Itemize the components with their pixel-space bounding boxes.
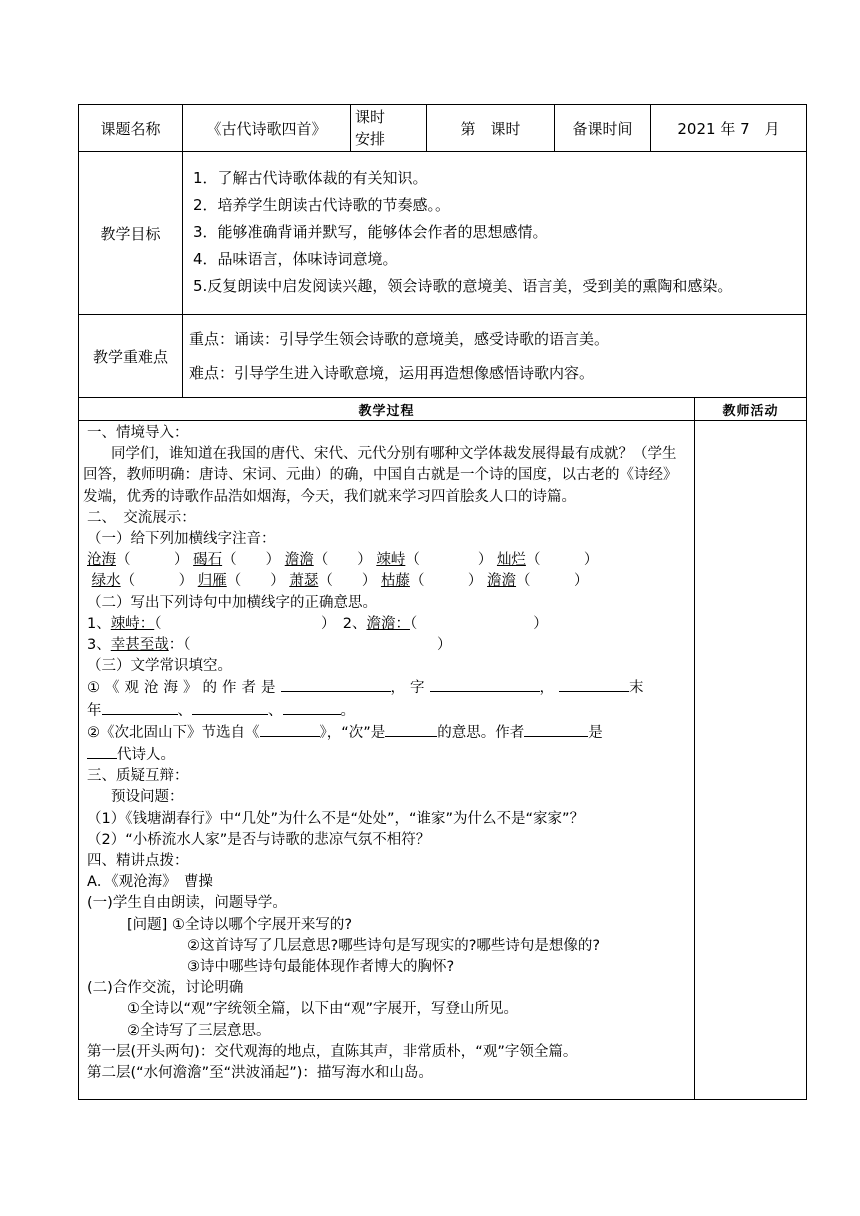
section-title: 四、精讲点拨： bbox=[87, 853, 189, 870]
fill-blank bbox=[102, 700, 178, 715]
item-num: 3、 bbox=[87, 637, 111, 654]
intro-paragraph: 同学们，谁知道在我国的唐代、宋代、元代分别有哪种文学体裁发展得最有成就？（学生回答，教师明确：唐诗、宋词、元曲）的确，中国自古就是一个诗的国度，以古老的《诗经》发端，优秀的诗歌作品浩如烟海，今天，我们就来学习四首脍炙人口的诗篇。 bbox=[83, 446, 678, 505]
answer-line: ②全诗写了三层意思。 bbox=[127, 1022, 271, 1039]
fill-text: 。 bbox=[340, 702, 355, 719]
teacher-activity-header: 教师活动 bbox=[695, 398, 807, 421]
fill-blank bbox=[281, 677, 391, 692]
goal-item: 3．能够准确背诵并默写，能够体会作者的思想感情。 bbox=[193, 222, 548, 241]
goals-list bbox=[183, 152, 807, 315]
topic-value: 《古代诗歌四首》 bbox=[183, 105, 351, 152]
answer-line: ①全诗以“观”字统领全篇，以下由“观”字展开，写登山所见。 bbox=[127, 1001, 519, 1018]
step-title: (二)合作交流，讨论明确 bbox=[87, 980, 244, 997]
word: 枯藤 bbox=[380, 573, 410, 590]
fill-blank bbox=[260, 722, 320, 737]
schedule-label bbox=[351, 105, 427, 152]
question-title: （一）给下列加横线字注音： bbox=[87, 531, 276, 548]
fill-text: 、 bbox=[177, 702, 192, 719]
fill-blank bbox=[283, 700, 341, 715]
goal-item: 1．了解古代诗歌体裁的有关知识。 bbox=[193, 168, 428, 187]
fill-text: 年 bbox=[87, 702, 102, 719]
meaning-row-1: 1、竦峙：（ ） 2、澹澹：（ ） bbox=[87, 615, 548, 632]
question-title: （三）文学常识填空。 bbox=[87, 658, 232, 675]
section-title: 三、质疑互辩： bbox=[87, 768, 189, 785]
fill-text: ②《次北固山下》节选自《 bbox=[87, 724, 260, 741]
word: 幸甚至哉 bbox=[110, 637, 169, 654]
layer-line: 第二层(“水何澹澹”至“洪波涌起”)：描写海水和山岛。 bbox=[87, 1065, 433, 1082]
goals-row bbox=[79, 152, 807, 315]
fill-blank bbox=[430, 677, 540, 692]
discussion-question: （1）《钱塘湖春行》中“几处”为什么不是“处处”，“谁家”为什么不是“家家”？ bbox=[87, 810, 585, 827]
word: 归雁 bbox=[197, 573, 227, 590]
topic-label: 课题名称 bbox=[79, 105, 183, 152]
meaning-row-2: 3、幸甚至哉：（ ） bbox=[87, 637, 452, 654]
word: 沧海 bbox=[87, 552, 116, 569]
teacher-activity-cell bbox=[695, 421, 807, 1100]
difficulty-label: 教学重难点 bbox=[79, 315, 183, 398]
goal-item: 2．培养学生朗读古代诗歌的节奏感。。 bbox=[193, 195, 451, 214]
guide-question: [问题] ①全诗以哪个字展开来写的? bbox=[127, 916, 353, 933]
word: 碣石 bbox=[193, 552, 223, 569]
fill-text: ， bbox=[539, 680, 559, 697]
item-num: 2、 bbox=[342, 615, 367, 632]
item-rest: ：（ bbox=[168, 637, 191, 654]
goal-item: 5.反复朗读中启发阅读兴趣，领会诗歌的意境美、语言美，受到美的熏陶和感染。 bbox=[193, 276, 733, 295]
hard-point: 难点：引导学生进入诗歌意境，运用再造想像感悟诗歌内容。 bbox=[189, 364, 595, 382]
difficulty-content bbox=[183, 315, 807, 398]
word: 绿水 bbox=[91, 573, 121, 590]
fill-text: 是 bbox=[588, 724, 603, 741]
step-title: (一)学生自由朗读，问题导学。 bbox=[87, 895, 287, 912]
word: 竦峙： bbox=[110, 615, 155, 632]
process-header-row bbox=[79, 398, 807, 421]
word: 澹澹 bbox=[487, 573, 517, 590]
process-content bbox=[79, 421, 695, 1100]
layer-line: 第一层(开头两句)：交代观海的地点，直陈其声，非常质朴，“观”字领全篇。 bbox=[87, 1043, 578, 1060]
schedule-label-line1: 课时 bbox=[355, 108, 386, 126]
fill-blank bbox=[192, 700, 268, 715]
fill-line-2 bbox=[87, 700, 688, 722]
pinyin-row-1: 沧海（ ） 碣石（ ） 澹澹（ ） 竦峙（ ） 灿烂（ ） bbox=[87, 552, 599, 569]
prep-time-label: 备课时间 bbox=[555, 105, 651, 152]
word: 竦峙 bbox=[376, 552, 406, 569]
guide-question: ②这首诗写了几层意思?哪些诗句是写现实的?哪些诗句是想像的? bbox=[187, 937, 601, 954]
fill-blank bbox=[87, 744, 117, 759]
word: 澹澹： bbox=[366, 615, 410, 632]
fill-text: 》，“次”是 bbox=[319, 724, 386, 741]
difficulty-row bbox=[79, 315, 807, 398]
prep-time-value: 2021 年 7 月 bbox=[651, 105, 807, 152]
fill-text: ，字 bbox=[390, 680, 430, 697]
fill-text: 末 bbox=[629, 680, 649, 697]
fill-text: ①《观沧海》的作者是 bbox=[87, 680, 281, 697]
lesson-plan-table bbox=[78, 104, 807, 1100]
header-row bbox=[79, 105, 807, 152]
fill-text: 、 bbox=[268, 702, 283, 719]
fill-line-3 bbox=[87, 722, 688, 744]
fill-blank bbox=[385, 722, 437, 737]
process-row bbox=[79, 421, 807, 1100]
fill-blank bbox=[559, 677, 629, 692]
process-header: 教学过程 bbox=[79, 398, 695, 421]
preset-label: 预设问题： bbox=[111, 789, 184, 806]
word: 澹澹 bbox=[284, 552, 314, 569]
section-title: 二、 交流展示： bbox=[87, 509, 196, 526]
goal-item: 4．品味语言，体味诗词意境。 bbox=[193, 249, 398, 268]
fill-line-4 bbox=[87, 744, 688, 766]
question-title: （二）写出下列诗句中加横线字的正确意思。 bbox=[87, 594, 377, 611]
section-title: 一、情境导入： bbox=[87, 425, 189, 441]
fill-line-1 bbox=[87, 677, 688, 699]
key-point: 重点：诵读：引导学生领会诗歌的意境美，感受诗歌的语言美。 bbox=[189, 330, 610, 348]
guide-question: ③诗中哪些诗句最能体现作者博大的胸怀? bbox=[187, 959, 455, 976]
fill-text: 的意思。作者 bbox=[437, 724, 525, 741]
item-num: 1、 bbox=[87, 615, 111, 632]
period-text: 第 课时 bbox=[427, 105, 555, 152]
schedule-label-line2: 安排 bbox=[355, 130, 386, 148]
goals-label: 教学目标 bbox=[79, 152, 183, 315]
fill-text: 代诗人。 bbox=[117, 747, 175, 764]
word: 萧瑟 bbox=[289, 573, 319, 590]
fill-blank bbox=[524, 722, 588, 737]
poem-title: A．《观沧海》 曹操 bbox=[87, 874, 213, 891]
word: 灿烂 bbox=[496, 552, 526, 569]
pinyin-row-2: 绿水（ ） 归雁（ ） 萧瑟（ ） 枯藤（ ） 澹澹（ ） bbox=[91, 573, 589, 590]
discussion-question: （2）“小桥流水人家”是否与诗歌的悲凉气氛不相符？ bbox=[87, 831, 431, 848]
